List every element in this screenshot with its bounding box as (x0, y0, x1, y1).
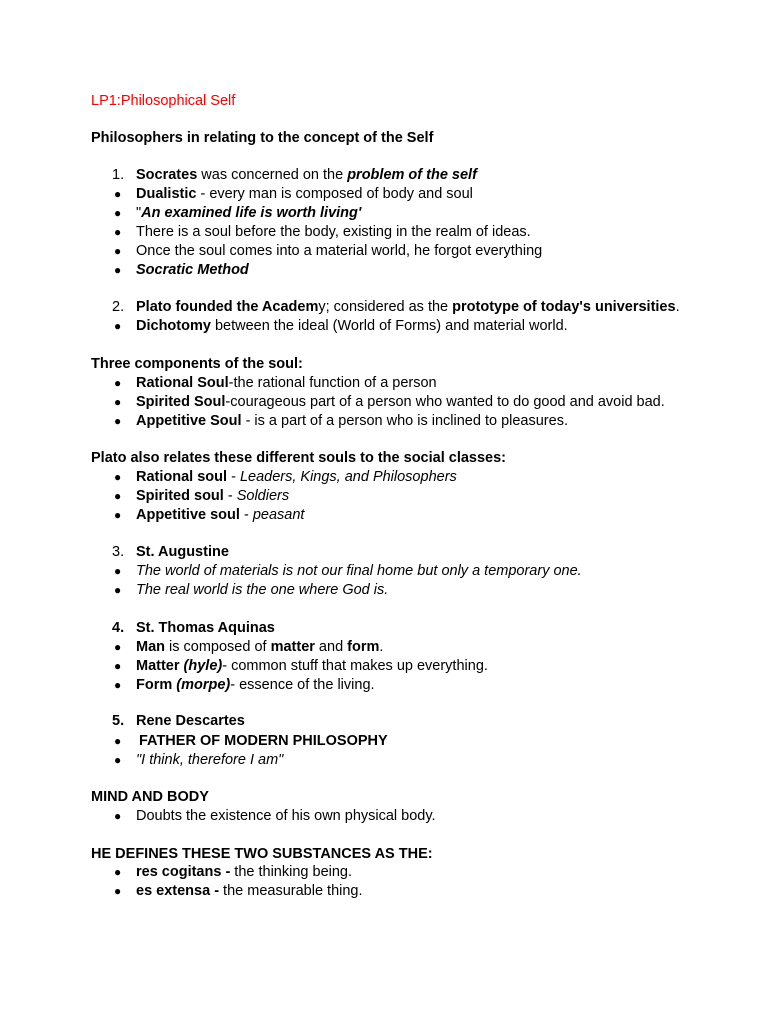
bullet: ● (114, 640, 122, 654)
list-item-matter: Matter (hyle)- common stuff that makes up everything. (136, 658, 488, 674)
list-item-rational-soul: Rational Soul-the rational function of a person (136, 375, 437, 391)
list-number: 4. (112, 620, 125, 636)
list-number: 1. (112, 167, 125, 183)
list-number: 2. (112, 299, 125, 315)
bullet: ● (114, 414, 122, 428)
bullet: ● (114, 508, 122, 522)
list-item-rational-class: Rational soul - Leaders, Kings, and Philosophers (136, 469, 457, 485)
page-title: LP1:Philosophical Self (91, 93, 236, 109)
list-item-soul-before: There is a soul before the body, existing in the realm of ideas. (136, 224, 531, 240)
bullet: ● (114, 583, 122, 597)
list-item-doubts: Doubts the existence of his own physical body. (136, 808, 436, 824)
social-classes-heading: Plato also relates these different souls to the social classes: (91, 450, 507, 466)
list-item-dualistic: Dualistic - every man is composed of body and soul (136, 186, 473, 202)
list-item-spirited-soul: Spirited Soul-courageous part of a person who wanted to do good and avoid bad. (136, 394, 665, 410)
bullet: ● (114, 659, 122, 673)
soul-components-heading: Three components of the soul: (91, 356, 303, 372)
list-item-res-cogitans: res cogitans - the thinking being. (136, 864, 353, 880)
list-item-dichotomy: Dichotomy between the ideal (World of Forms) and material world. (136, 318, 568, 334)
substances-heading: HE DEFINES THESE TWO SUBSTANCES AS THE: (91, 846, 433, 862)
list-item-augustine-real: The real world is the one where God is. (136, 582, 389, 598)
bullet: ● (114, 753, 122, 767)
list-item-father: FATHER OF MODERN PHILOSOPHY (139, 733, 388, 749)
bullet: ● (114, 206, 122, 220)
bullet: ● (114, 734, 122, 748)
list-item-aquinas: St. Thomas Aquinas (136, 620, 275, 636)
bullet: ● (114, 263, 122, 277)
list-item-es-extensa: es extensa - the measurable thing. (136, 883, 363, 899)
list-item-socrates: Socrates was concerned on the problem of the self (136, 167, 477, 183)
bullet: ● (114, 225, 122, 239)
bullet: ● (114, 678, 122, 692)
bullet: ● (114, 319, 122, 333)
list-item-spirited-class: Spirited soul - Soldiers (136, 488, 290, 504)
list-item-appetitive-class: Appetitive soul - peasant (136, 507, 305, 523)
list-item-man: Man is composed of matter and form. (136, 639, 384, 655)
bullet: ● (114, 865, 122, 879)
bullet: ● (114, 809, 122, 823)
bullet: ● (114, 376, 122, 390)
list-item-cogito: "I think, therefore I am" (136, 752, 284, 768)
bullet: ● (114, 470, 122, 484)
intro-heading: Philosophers in relating to the concept of the Self (91, 130, 434, 146)
bullet: ● (114, 884, 122, 898)
list-item-descartes: Rene Descartes (136, 713, 245, 729)
bullet: ● (114, 395, 122, 409)
list-item-socratic-method: Socratic Method (136, 262, 249, 278)
list-item-appetitive-soul: Appetitive Soul - is a part of a person who is inclined to pleasures. (136, 413, 568, 429)
list-item-plato: Plato founded the Academy; considered as the prototype of today's universities. (136, 299, 680, 315)
bullet: ● (114, 564, 122, 578)
list-number: 3. (112, 544, 125, 560)
list-item-quote: "An examined life is worth living' (136, 205, 362, 221)
list-number: 5. (112, 713, 125, 729)
bullet: ● (114, 489, 122, 503)
list-item-form: Form (morpe)- essence of the living. (136, 677, 375, 693)
list-item-augustine: St. Augustine (136, 544, 229, 560)
bullet: ● (114, 244, 122, 258)
bullet: ● (114, 187, 122, 201)
mind-body-heading: MIND AND BODY (91, 789, 209, 805)
list-item-augustine-world: The world of materials is not our final home but only a temporary one. (136, 563, 582, 579)
list-item-soul-forgot: Once the soul comes into a material world, he forgot everything (136, 243, 543, 259)
